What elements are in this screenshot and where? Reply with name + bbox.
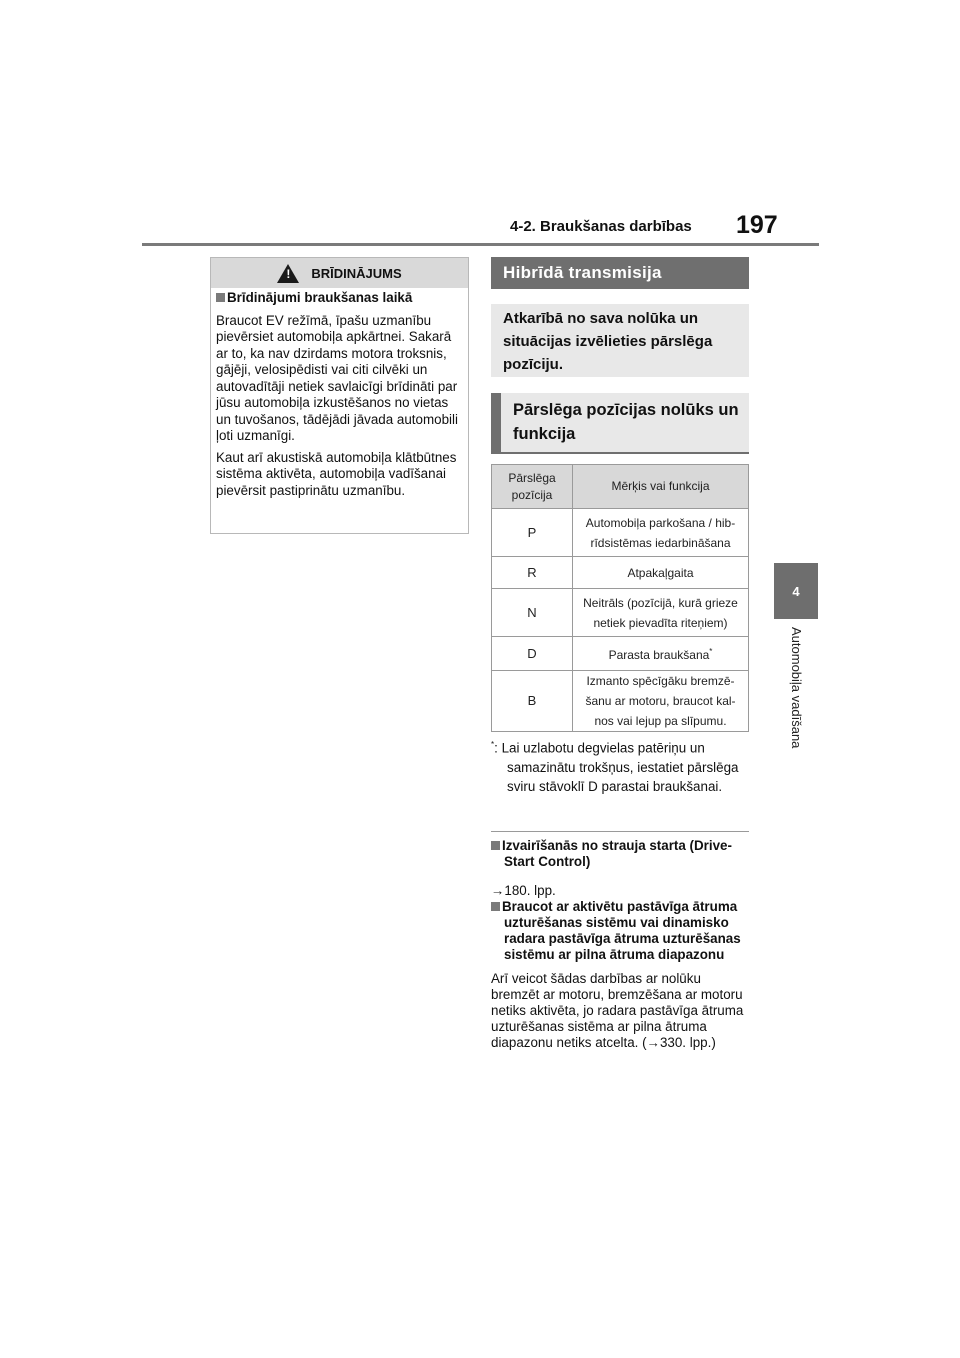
table-cell-function: Neitrāls (pozīcijā, kurā grieze netiek pievadīta riteņiem) [573, 589, 749, 637]
table-cell-function: Automobiļa parkošana / hib- rīdsistēmas iedarbināšana [573, 509, 749, 557]
footnote-text: : Lai uzlabotu degvielas patēriņu un samazinātu trokšņus, iestatiet pārslēga sviru stāvoklī D parastai braukšanai. [494, 740, 739, 795]
table-cell-function: Atpakaļgaita [573, 557, 749, 589]
table-header-row [492, 465, 749, 509]
table-row [492, 671, 749, 732]
table-cell-position: R [492, 557, 573, 589]
warning-paragraph-1: Braucot EV režīmā, īpašu uzmanību pievērsiet automobiļa apkārtnei. Sakarā ar to, ka nav dzirdams motora troksnis, gājēji, velosipēdisti vai citi cilvēki un autovadītāji netiek savlaicīgi brīdināti par jūsu automobiļa izkustēšanos no vietas un tuvošanos, tādējādi jāvada automobili ļoti uzmanīgi. [216, 312, 458, 443]
footnote-mark: * [709, 647, 713, 656]
note-heading: Izvairīšanās no strauja starta (Drive-Start Control) [502, 838, 732, 869]
square-bullet-icon [491, 841, 500, 850]
table-cell-position: N [492, 589, 573, 637]
section-title: Hibrīdā transmisija [491, 257, 749, 289]
warning-triangle-icon [277, 264, 299, 283]
page-number: 197 [736, 211, 778, 239]
table-cell-position: B [492, 671, 573, 732]
warning-body [211, 288, 468, 499]
notes-separator [491, 831, 749, 832]
note-drive-start [491, 838, 749, 899]
chapter-label-wrap [782, 627, 808, 782]
note-heading: Braucot ar aktivētu pastāvīga ātruma uzturēšanas sistēmu vai dinamisko radara pastāvīga ātruma uzturēšanas sistēmu ar pilna ātruma diapazonu [502, 899, 741, 962]
warning-header [211, 258, 468, 288]
warning-box [210, 257, 469, 534]
table-cell-position: D [492, 637, 573, 671]
table-row [492, 637, 749, 671]
table-cell-function: Izmanto spēcīgāku bremzē- šanu ar motoru, braucot kal- nos vai lejup pa slīpumu. [573, 671, 749, 732]
warning-subtitle: Brīdinājumi braukšanas laikā [216, 290, 462, 307]
table-cell-function: Parasta braukšana* [573, 637, 749, 671]
square-bullet-icon [216, 293, 225, 302]
table-header-function: Mērķis vai funkcija [573, 465, 749, 509]
subsection-title: Pārslēga pozīcijas nolūks un funkcija [491, 393, 749, 452]
table-row [492, 557, 749, 589]
section-heading: 4-2. Braukšanas darbības [510, 218, 692, 235]
warning-title: BRĪDINĀJUMS [311, 265, 402, 281]
table-cell-position: P [492, 509, 573, 557]
table-row [492, 589, 749, 637]
section-lead: Atkarībā no sava nolūka un situācijas izvēlieties pārslēga pozīciju. [491, 304, 749, 377]
header-rule [142, 243, 819, 246]
note-text: →180. lpp. [491, 883, 556, 898]
square-bullet-icon [491, 902, 500, 911]
note-text: Arī veicot šādas darbības ar nolūku bremzēt ar motoru, bremzēšana ar motoru netiks aktivēta, jo radara pastāvīga ātruma uzturēšanas sistēma ar pilna ātruma diapazonu netiks atcelta. (→330. lpp.) [491, 971, 744, 1050]
chapter-tab: 4 [774, 563, 818, 619]
chapter-label: Automobiļa vadīšana [789, 627, 804, 749]
footnote-asterisk: * [491, 740, 495, 749]
warning-paragraph-2: Kaut arī akustiskā automobiļa klātbūtnes sistēma aktivēta, automobiļa vadīšanai pievērsit pastiprinātu uzmanību. [216, 449, 457, 498]
table-header-position: Pārslēga pozīcija [492, 465, 573, 509]
table-row [492, 509, 749, 557]
shift-position-table [491, 464, 749, 732]
table-footnote [491, 735, 749, 797]
subsection-rule [491, 452, 749, 454]
note-cruise-control [491, 899, 749, 1051]
